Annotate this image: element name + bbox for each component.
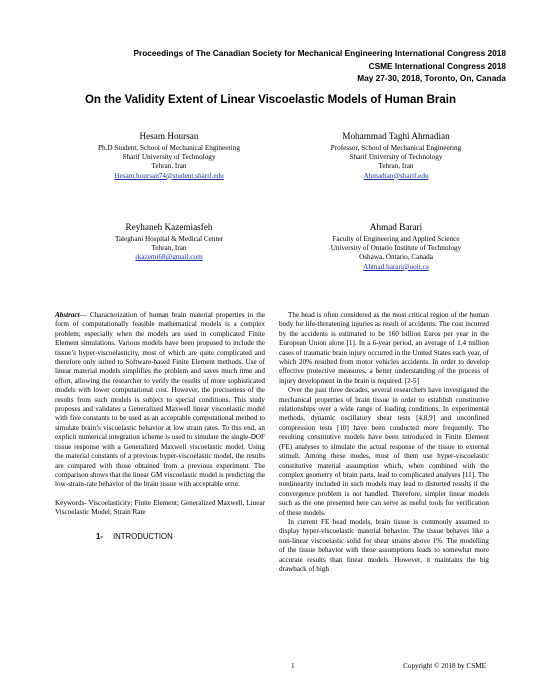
author-affiliation: Professor, School of Mechanical Engineering	[330, 144, 462, 152]
body-paragraph: The head is often considered as the most critical region of the human body for life-threatening injuries as result of accidents. The cost incurred by the accidents is estimated to be 160 billion Euros per year in the European Union alone [1]. In a 6-year period, an average of 1.4 million cases of traumatic brain injury occurred in the United States each year, of which 20% resulted from motor vehicles accidents. In order to develop effective protective measures, a better understanding of the process of injury development in the brain is required. [2-5]	[279, 311, 489, 385]
author-email-link[interactable]: Ahmadian@sharif.edu	[363, 171, 429, 180]
section-title: INTRODUCTION	[112, 531, 173, 541]
author-block	[281, 221, 511, 272]
author-affiliation: Tehran, Iran	[151, 162, 187, 171]
paper-title: On the Validity Extent of Linear Viscoelastic Models of Human Brain	[84, 94, 457, 106]
page-number: 1	[291, 662, 295, 670]
author-email-link[interactable]: Ahmad.barari@uoit.ca	[363, 262, 429, 271]
right-column	[279, 311, 489, 574]
copyright-notice: Copyright © 2018 by CSME	[403, 662, 486, 670]
abstract-text: — Characterization of human brain material properties in the form of computationally feasible mathematical models is a complex problem; especially when the models are used in complicated Finite Element simulations. Various models have been proposed to include the tissue’s hyper-viscoelasticity, most of which are quite complicated and therefore only suited to Software-based Finite Element methods. Use of linear material models simplifies the problem and saves much time and effort, allowing the researcher to verify the results of more sophisticated models with lower computational cost. However, the preciseness of the results from such models is subject to special conditions. This study proposes and validates a Generalized Maxwell linear viscoelastic model with five constants to be used as an acceptable computational method to simulate brain’s viscoelastic behavior at low strain rates. To this end, an explicit numerical integration scheme is used to simulate the single-DOF tissue response with a Generalized Maxwell viscoelastic model. Using the material constants of a previous hyper-viscoelastic model, the results are compared with those obtained from a previous experiment. The comparison shows that the linear GM viscoelastic model is predicting the low-strain-rate behavior of the brain tissue with acceptable error.	[55, 311, 265, 489]
author-affiliation: Tehran, Iran	[151, 244, 187, 253]
keywords: Keywords- Viscoelasticity; Finite Element; Generalized Maxwell, Linear Viscoelastic Model; Strain Rate	[55, 498, 265, 517]
author-name: Reyhaneh Kazemiasfeh	[125, 222, 213, 232]
author-affiliation: Taleghani Hospital & Medical Center	[114, 235, 224, 243]
body-paragraph: In current FE head models, brain tissue is commonly assumed to display hyper-viscoelastic material behavior. The tissue behaves like a non-linear viscoelastic solid for shear strains above 1%. The modelling of the tissue behavior with these assumptions leads to somewhat more accurate results than linear models. However, it maintains the big drawback of high	[279, 517, 489, 573]
author-block	[54, 221, 284, 263]
author-affiliation: University of Ontario Institute of Technology	[330, 244, 462, 253]
section-number: 1-	[96, 531, 103, 541]
author-affiliation: Sharif University of Technology	[122, 153, 216, 162]
author-email-link[interactable]: Hesam.hoursan74@student.sharif.edu	[114, 171, 224, 180]
author-name: Hesam Hoursan	[139, 131, 199, 141]
author-affiliation: Tehran, Iran	[378, 162, 414, 171]
abstract-label: Abstract	[55, 311, 80, 319]
congress-name: CSME International Congress 2018	[368, 61, 506, 71]
author-block	[54, 130, 284, 181]
section-heading	[55, 532, 265, 541]
author-affiliation: Sharif University of Technology	[349, 153, 443, 162]
congress-dates: May 27-30, 2018, Toronto, On, Canada	[357, 73, 506, 83]
author-affiliation: Faculty of Engineering and Applied Science	[332, 235, 460, 243]
author-affiliation: Ph.D Student, School of Mechanical Engineering	[98, 144, 240, 152]
body-paragraph: Over the past three decades, several researchers have investigated the mechanical properties of brain tissue in order to establish constitutive relationships over a wide range of loading conditions. In experimental methods, dynamic oscillatory shear tests [4,8,9] and unconfined compression tests [10] have been conducted more frequently. The resulting constitutive models have been introduced in Finite Element (FE) analyses to simulate the actual response of the tissue to external stimuli. Among these modes, most of them use hyper-viscoelastic constitutive material assumption which, when combined with the complex geometry of brain parts, lead to complicated analyses [11]. The nonlinearity included in such models may lead to distorted results if the convergence problem is not handled. Therefore, simpler linear models such as the one presented here can serve as useful tools for verification of these models.	[279, 386, 489, 517]
author-block	[281, 130, 511, 181]
proceedings-title: Proceedings of The Canadian Society for Mechanical Engineering International Congress 2018	[133, 48, 506, 58]
author-affiliation: Oshawa, Ontario, Canada	[359, 253, 433, 262]
author-email-link[interactable]: rkazemi68@gmail.com	[135, 253, 203, 262]
left-column	[55, 311, 265, 541]
abstract	[55, 311, 265, 490]
author-name: Mohammad Taghi Ahmadian	[342, 131, 450, 141]
author-name: Ahmad Barari	[369, 222, 423, 232]
